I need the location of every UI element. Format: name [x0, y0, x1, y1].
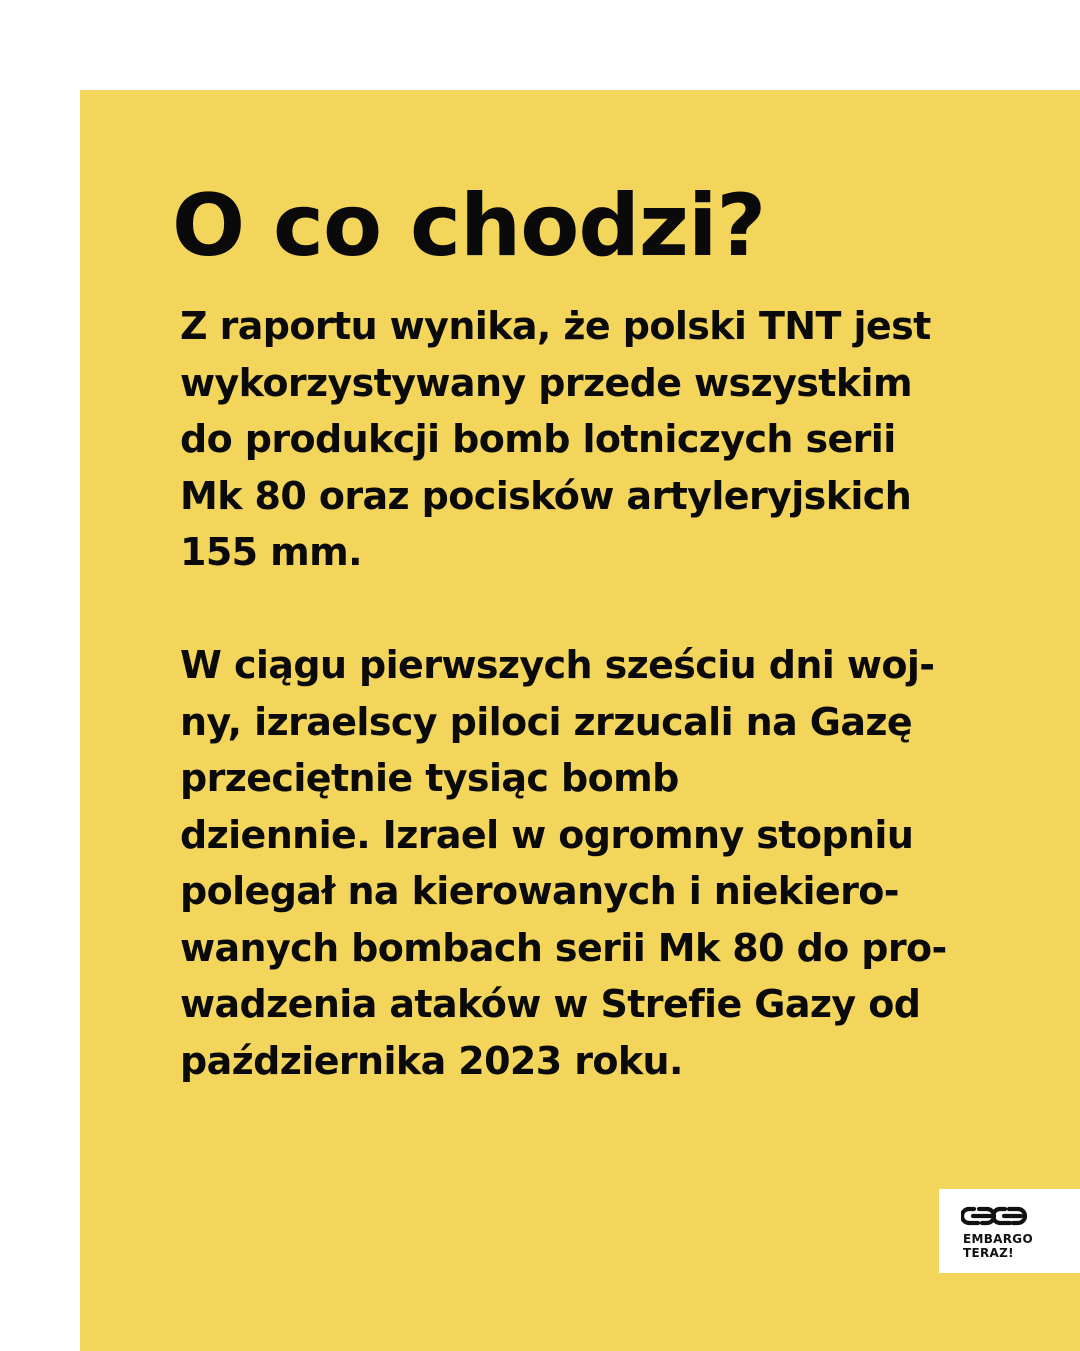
text-line: do produkcji bomb lotniczych serii	[180, 417, 896, 461]
embargo-teraz-logo	[939, 1189, 1080, 1273]
text-line: wanych bombach serii Mk 80 do pro-	[180, 925, 947, 970]
text-line: przeciętnie tysiąc bomb	[180, 756, 679, 800]
paragraph-2	[180, 637, 1040, 1089]
text-line: ny, izraelscy piloci zrzucali na Gazę	[180, 699, 913, 744]
text-line: polegał na kierowanych i niekiero-	[180, 869, 899, 913]
paragraph-1	[180, 298, 1040, 581]
text-line: października 2023 roku.	[180, 1038, 683, 1083]
text-line: wykorzystywany przede wszystkim	[180, 360, 912, 405]
text-line: dziennie. Izrael w ogromny stopniu	[180, 812, 914, 857]
logo-line-2: TERAZ!	[963, 1246, 1014, 1260]
text-line: Z raportu wynika, że polski TNT jest	[180, 304, 931, 348]
text-line: wadzenia ataków w Strefie Gazy od	[180, 982, 921, 1026]
slide-title: O co chodzi?	[172, 176, 766, 276]
chain-link-icon	[961, 1205, 1033, 1227]
logo-wordmark	[963, 1232, 1033, 1260]
slide-body	[180, 298, 1040, 1089]
text-line: Mk 80 oraz pocisków artyleryjskich	[180, 473, 912, 518]
text-line: 155 mm.	[180, 530, 362, 574]
logo-line-1: EMBARGO	[963, 1232, 1033, 1246]
text-line: W ciągu pierwszych sześciu dni woj-	[180, 643, 935, 687]
